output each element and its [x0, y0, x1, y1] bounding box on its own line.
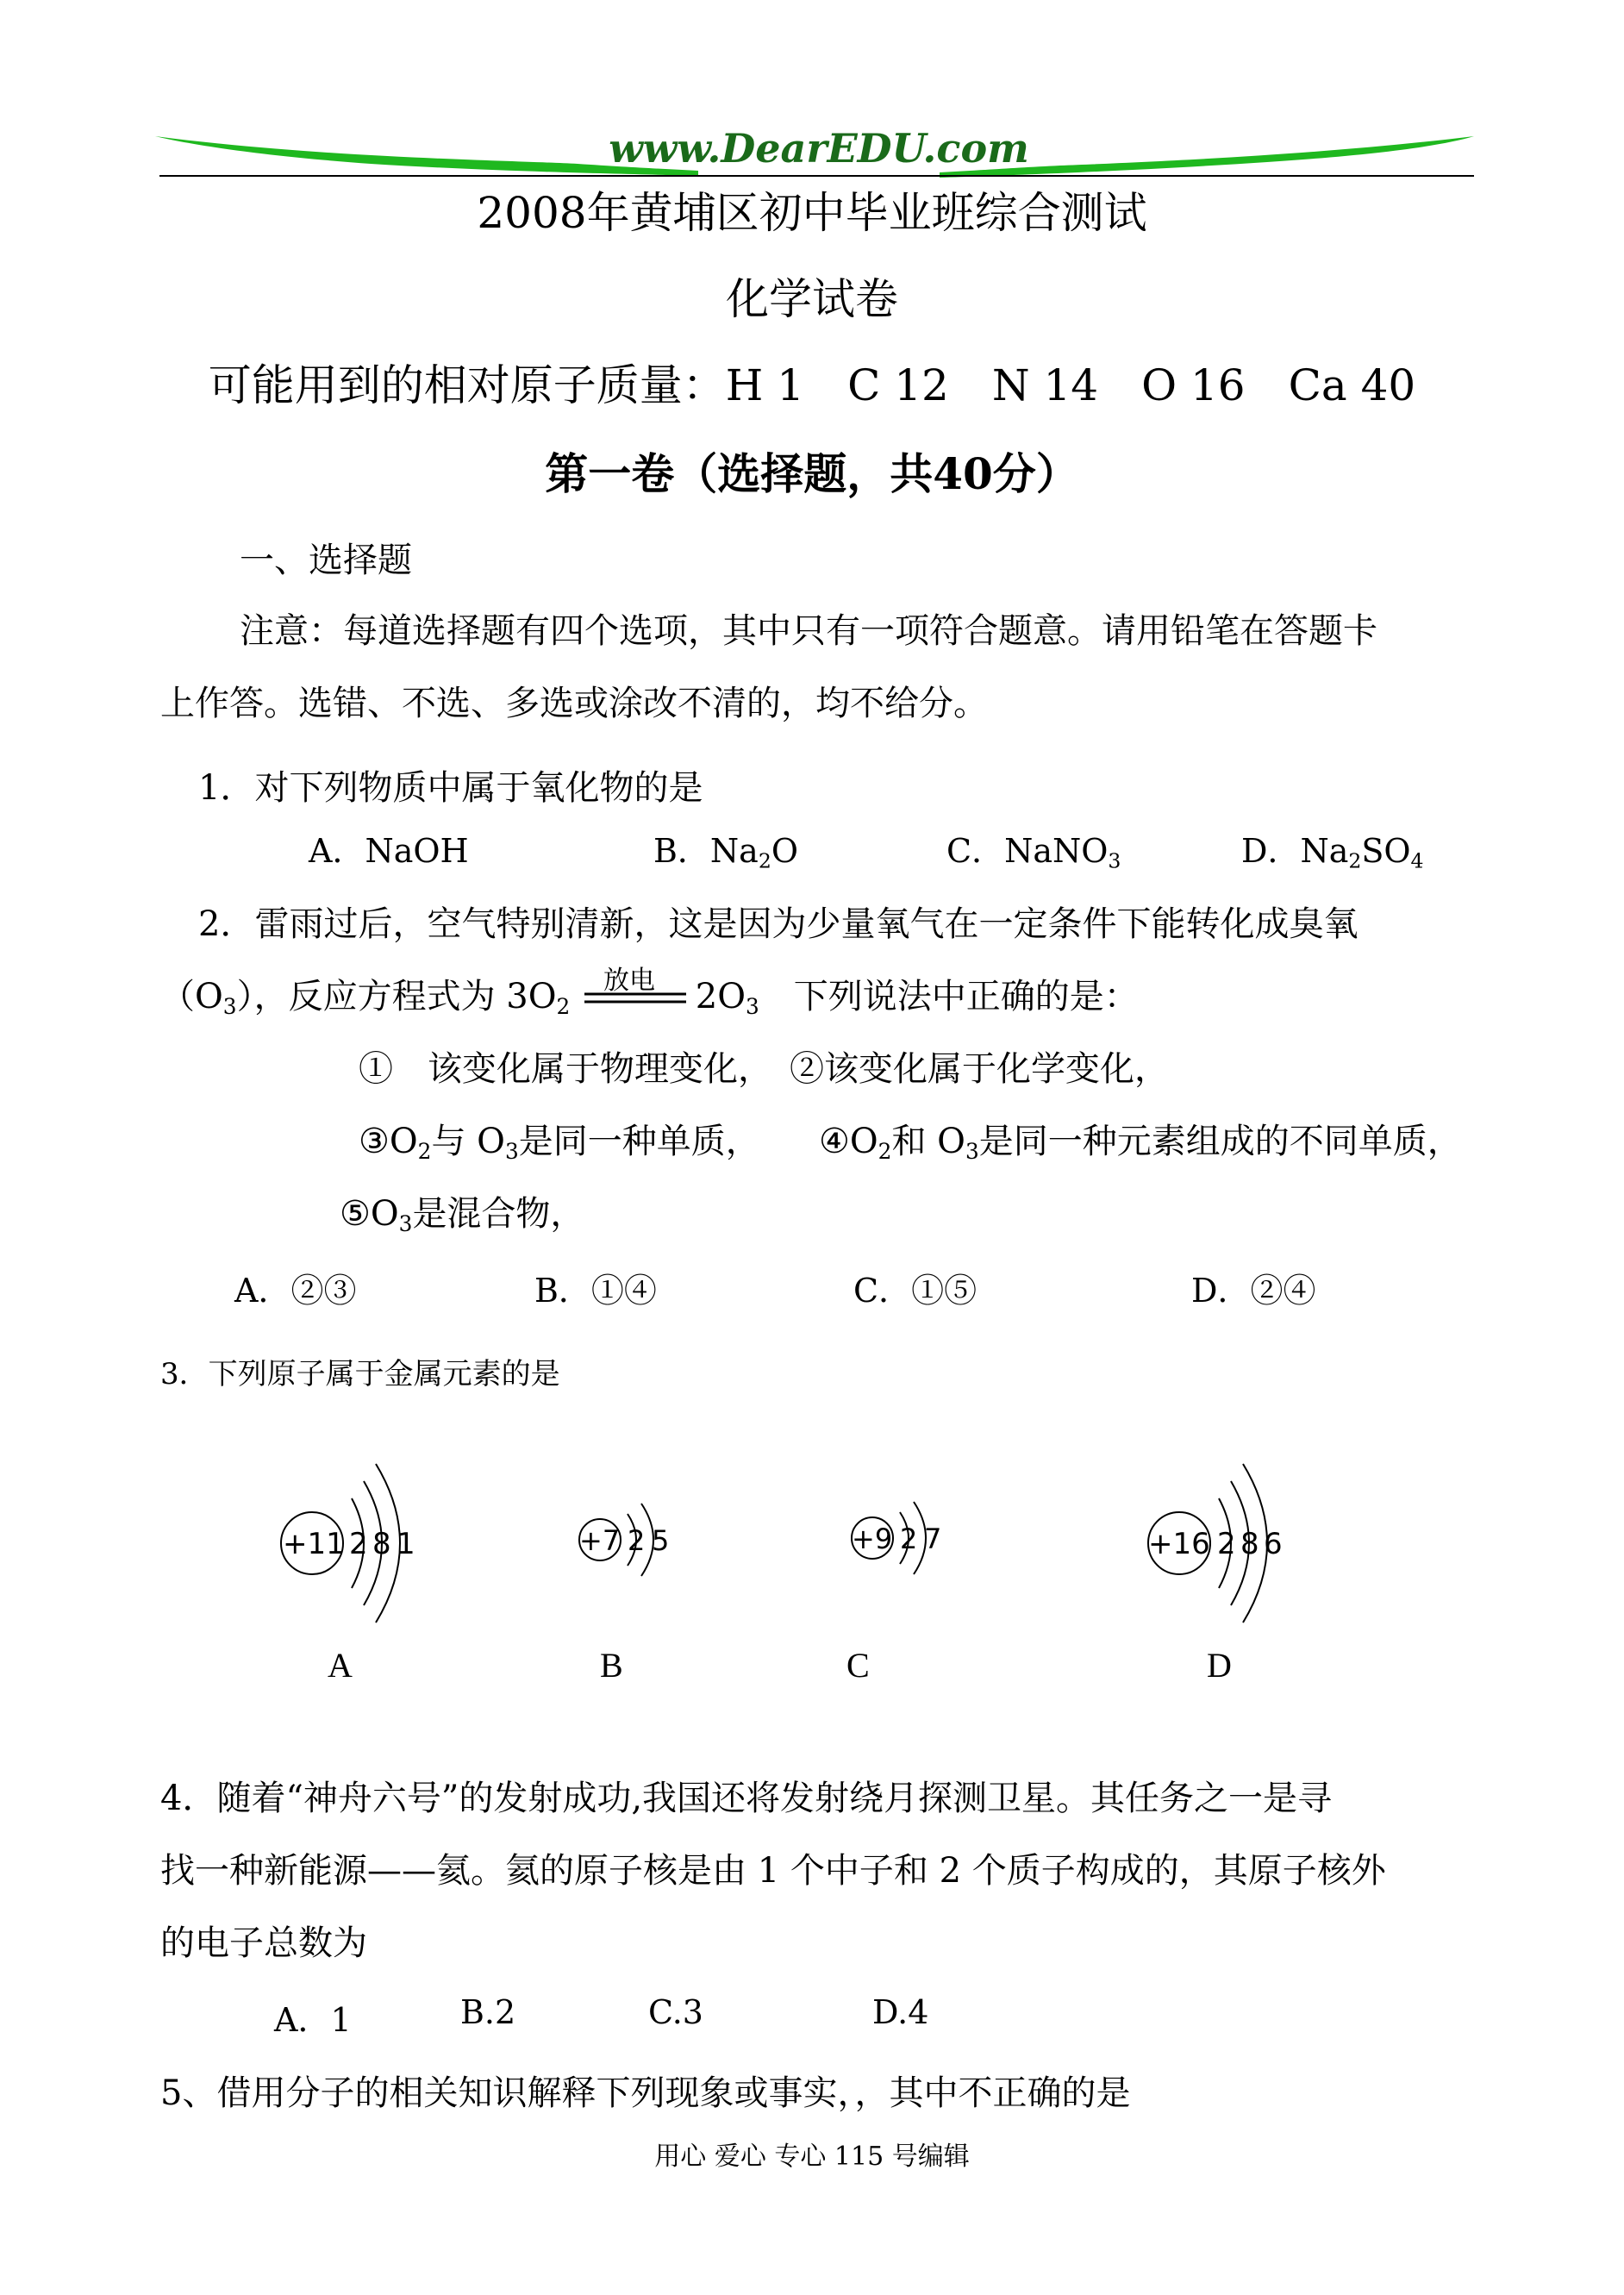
q2-equation-line: $(O_3)$，反应方程式为 $3O_2$ $2O_3$ 下列说法中正确的是：: [160, 977, 1139, 1019]
atom-diagram-d: [1143, 1457, 1298, 1629]
q3-stem: 3．下列原子属于金属元素的是: [160, 1357, 560, 1391]
q1-option-d: D．$Na_2SO_4$: [1241, 832, 1424, 873]
q1-stem: 1．对下列物质中属于氧化物的是: [198, 768, 703, 808]
q4-line-3: 的电子总数为: [160, 1923, 367, 1963]
q4-option-a: A．1: [274, 2001, 352, 2039]
q1-option-c: C．NaNO$_3$: [946, 832, 1121, 873]
equals-sign: [584, 991, 686, 1005]
q2-statement-1-2: ① 该变化属于物理变化， ②该变化属于化学变化，: [359, 1049, 1169, 1089]
exam-title: 2008年黄埔区初中毕业班综合测试: [477, 188, 1147, 238]
atom-a-shell-3: 1: [397, 1527, 415, 1561]
q4-option-b: B.2: [460, 1993, 516, 2031]
q5-stem: 5、借用分子的相关知识解释下列现象或事实，，其中不正确的是: [160, 2073, 1131, 2113]
q2-stem: 2．雷雨过后，空气特别清新，这是因为少量氧气在一定条件下能转化成臭氧: [198, 904, 1359, 944]
atom-a-nucleus: +11: [283, 1527, 345, 1561]
q4-line-1: 4．随着“神舟六号”的发射成功,我国还将发射绕月探测卫星。其任务之一是寻: [160, 1779, 1333, 1818]
page-footer: 用心 爱心 专心 115 号编辑: [654, 2142, 970, 2172]
section-heading: 一、选择题: [240, 541, 412, 580]
q2-option-a: A．②③: [234, 1272, 357, 1310]
q2-statement-3: $③O_2$与 $O_3$是同一种单质，: [359, 1122, 760, 1164]
atom-a-shell-1: 2: [349, 1527, 368, 1561]
atom-d-shell-3: 6: [1264, 1527, 1283, 1561]
atom-b-shell-2: 5: [652, 1524, 670, 1557]
atom-d-shell-1: 2: [1217, 1527, 1236, 1561]
q4-option-c: C.3: [648, 1993, 703, 2031]
atom-diagram-a: [276, 1457, 431, 1629]
q1-option-a: A．NaOH: [309, 832, 469, 870]
atom-c-nucleus: +9: [852, 1523, 893, 1555]
atom-b-nucleus: +7: [579, 1524, 621, 1557]
q2-statement-4: $④O_2$和 $O_3$是同一种元素组成的不同单质，: [819, 1122, 1462, 1164]
q2-statement-5: $⑤O_3$是混合物，: [340, 1194, 585, 1236]
part-title: 第一卷（选择题，共40分）: [545, 448, 1079, 499]
atom-d-label: D: [1207, 1646, 1232, 1685]
q1-option-b: B．$Na_2O$: [653, 832, 798, 873]
atomic-masses: 可能用到的相对原子质量：H 1 C 12 N 14 O 16 Ca 40: [208, 360, 1416, 410]
atom-c-label: C: [846, 1646, 870, 1685]
atom-a-shell-2: 8: [372, 1527, 391, 1561]
atom-b-shell-1: 2: [628, 1524, 646, 1557]
atom-diagram-c: [845, 1490, 965, 1593]
notice-line-1: 注意：每道选择题有四个选项，其中只有一项符合题意。请用铅笔在答题卡: [240, 611, 1377, 651]
header-banner: [147, 119, 1483, 179]
q2-option-c: C．①⑤: [853, 1272, 978, 1310]
q4-option-d: D.4: [872, 1993, 929, 2031]
q2-option-b: B．①④: [534, 1272, 657, 1310]
atom-a-label: A: [328, 1646, 353, 1685]
reaction-condition: 放电: [603, 966, 655, 996]
site-logo: www.DearEDU.com: [609, 125, 1029, 172]
exam-subtitle: 化学试卷: [726, 274, 898, 324]
atom-d-shell-2: 8: [1240, 1527, 1259, 1561]
atom-c-shell-2: 7: [924, 1523, 942, 1555]
notice-line-2: 上作答。选错、不选、多选或涂改不清的，均不给分。: [160, 684, 988, 723]
atom-b-label: B: [600, 1646, 623, 1685]
atom-d-nucleus: +16: [1148, 1527, 1210, 1561]
atom-diagram-b: [572, 1491, 693, 1595]
q2-option-d: D．②④: [1191, 1272, 1316, 1310]
atom-c-shell-1: 2: [900, 1523, 918, 1555]
q4-line-2: 找一种新能源——氦。氦的原子核是由 1 个中子和 2 个质子构成的，其原子核外: [160, 1851, 1386, 1891]
